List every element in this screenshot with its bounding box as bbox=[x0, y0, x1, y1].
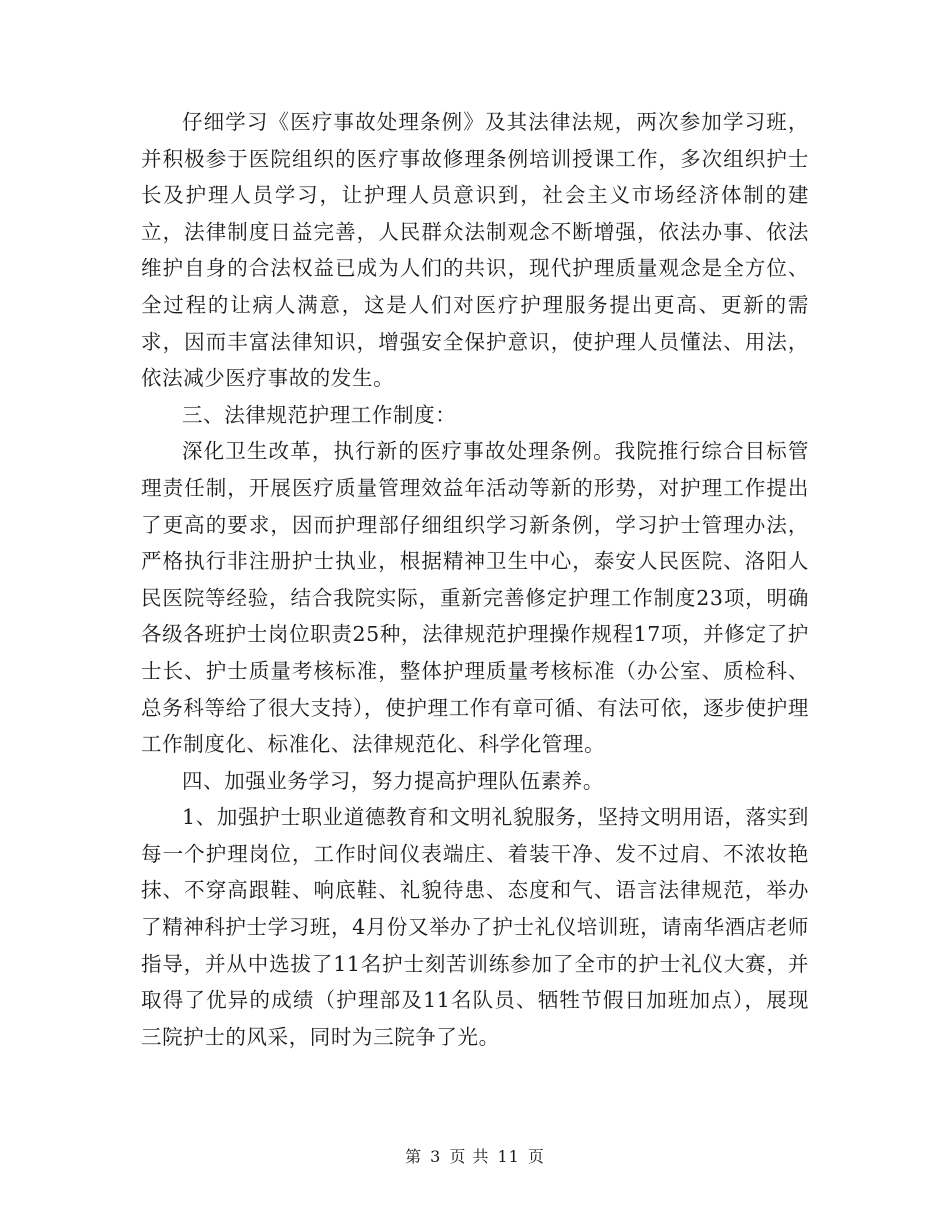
page-footer bbox=[0, 1144, 950, 1167]
footer-total-pages: 11 bbox=[497, 1147, 520, 1166]
footer-suffix: 页 bbox=[527, 1147, 545, 1166]
document-body bbox=[141, 104, 809, 1055]
paragraph-ethics-training: 1、加强护士职业道德教育和文明礼貌服务，坚持文明用语，落实到每一个护理岗位，工作时间仪表端庄、着装干净、发不过肩、不浓妆艳抹、不穿高跟鞋、响底鞋、礼貌待患、态度和气、语言法律规范，举办了精神科护士学习班，4月份又举办了护士礼仪培训班，请南华酒店老师指导，并从中选拔了11名护士刻苦训练参加了全市的护士礼仪大赛，并取得了优异的成绩（护理部及11名队员、牺牲节假日加班加点），展现三院护士的风采，同时为三院争了光。 bbox=[141, 805, 809, 1049]
footer-prefix: 第 bbox=[405, 1147, 423, 1166]
paragraph-work-system: 深化卫生改革，执行新的医疗事故处理条例。我院推行综合目标管理责任制，开展医疗质量管理效益年活动等新的形势，对护理工作提出了更高的要求，因而护理部仔细组织学习新条例，学习护士管理办法，严格执行非注册护士执业，根据精神卫生中心，泰安人民医院、洛阳人民医院等经验，结合我院实际，重新完善修定护理工作制度23项，明确各级各班护士岗位职责25种，法律规范护理操作规程17项，并修定了护士长、护士质量考核标准，整体护理质量考核标准（办公室、质检科、总务科等给了很大支持），使护理工作有章可循、有法可依，逐步使护理工作制度化、标准化、法律规范化、科学化管理。 bbox=[141, 439, 809, 757]
section-heading-3: 三、法律规范护理工作制度： bbox=[182, 402, 457, 427]
footer-current-page: 3 bbox=[430, 1147, 442, 1166]
paragraph-legal-study: 仔细学习《医疗事故处理条例》及其法律法规，两次参加学习班，并积极参于医院组织的医疗事故修理条例培训授课工作，多次组织护士长及护理人员学习，让护理人员意识到，社会主义市场经济体制的建立，法律制度日益完善，人民群众法制观念不断增强，依法办事、依法维护自身的合法权益已成为人们的共识，现代护理质量观念是全方位、全过程的让病人满意，这是人们对医疗护理服务提出更高、更新的需求，因而丰富法律知识，增强安全保护意识，使护理人员懂法、用法，依法减少医疗事故的发生。 bbox=[141, 110, 809, 391]
section-heading-4: 四、加强业务学习，努力提高护理队伍素养。 bbox=[182, 768, 604, 793]
footer-middle: 页 共 bbox=[449, 1147, 490, 1166]
